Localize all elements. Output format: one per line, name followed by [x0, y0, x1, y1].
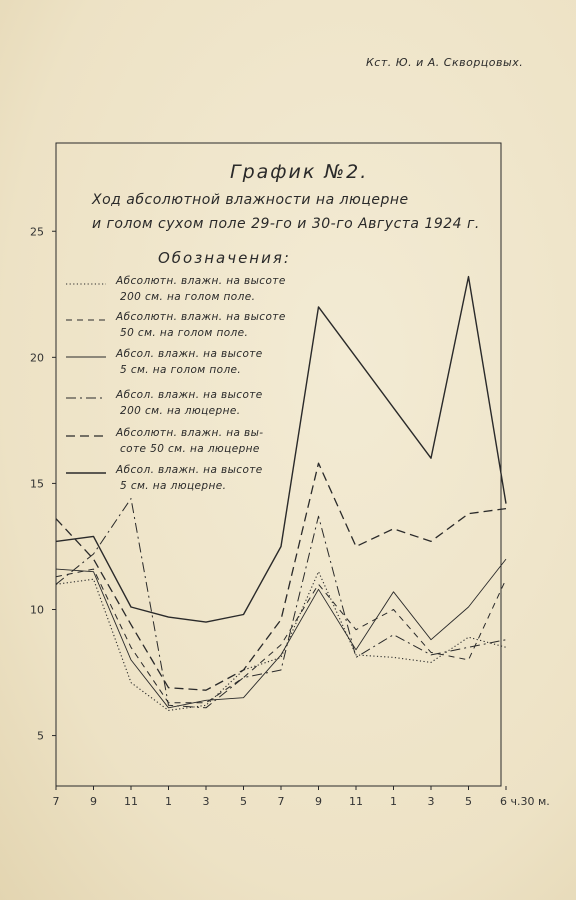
- legend-label-3-line1: Абсол. влажн. на высоте: [116, 348, 263, 360]
- x-tick-label: 7: [52, 795, 60, 808]
- x-tick-label: 3: [202, 795, 210, 808]
- x-tick-label: 11: [124, 795, 138, 808]
- author-credit: Кст. Ю. и А. Скворцовых.: [366, 56, 524, 69]
- legend-title: Обозначения:: [158, 249, 291, 267]
- x-tick-label: 5: [240, 795, 247, 808]
- y-tick-label: 10: [30, 603, 44, 617]
- x-tick-label: 1: [165, 795, 172, 808]
- y-tick-label: 20: [30, 351, 44, 365]
- y-tick-label: 5: [37, 729, 44, 743]
- x-tick-label: 3: [427, 795, 435, 808]
- chart-subtitle-line1: Ход абсолютной влажности на люцерне: [92, 192, 409, 208]
- series-line-2: [56, 569, 506, 703]
- x-tick-label: 11: [349, 795, 363, 808]
- legend-label-4-line1: Абсол. влажн. на высоте: [116, 389, 263, 401]
- chart-title: График №2.: [230, 161, 369, 183]
- legend-label-5-line1: Абсолютн. влажн. на вы-: [116, 427, 264, 439]
- legend-label-5-line2: соте 50 см. на люцерне: [120, 443, 260, 455]
- y-axis-ticks: [30, 225, 56, 742]
- legend-label-3-line2: 5 см. на голом поле.: [120, 364, 242, 376]
- legend-label-6-line2: 5 см. на люцерне.: [120, 480, 227, 492]
- x-tick-label: 9: [315, 795, 322, 808]
- legend-label-4-line2: 200 см. на люцерне.: [120, 405, 241, 417]
- y-tick-label: 25: [30, 225, 44, 239]
- y-tick-label: 15: [30, 477, 44, 491]
- series-line-4: [56, 499, 506, 708]
- x-axis-ticks: [53, 786, 550, 808]
- series-line-3: [56, 559, 506, 708]
- x-tick-label: 9: [90, 795, 97, 808]
- series-lines: [56, 277, 506, 711]
- x-tick-label: 1: [390, 795, 397, 808]
- legend-label-2-line1: Абсолютн. влажн. на высоте: [116, 311, 286, 323]
- legend-label-6-line1: Абсол. влажн. на высоте: [116, 464, 263, 476]
- legend: [66, 275, 286, 492]
- x-tick-label: 5: [465, 795, 472, 808]
- x-tick-label: 7: [277, 795, 285, 808]
- chart-subtitle-line2: и голом сухом поле 29-го и 30-го Августа 1924 г.: [92, 216, 480, 232]
- x-tick-label: 6 ч.30 м.: [500, 795, 550, 808]
- legend-label-2-line2: 50 см. на голом поле.: [120, 327, 249, 339]
- legend-label-1-line1: Абсолютн. влажн. на высоте: [116, 275, 286, 287]
- legend-label-1-line2: 200 см. на голом поле.: [120, 291, 256, 303]
